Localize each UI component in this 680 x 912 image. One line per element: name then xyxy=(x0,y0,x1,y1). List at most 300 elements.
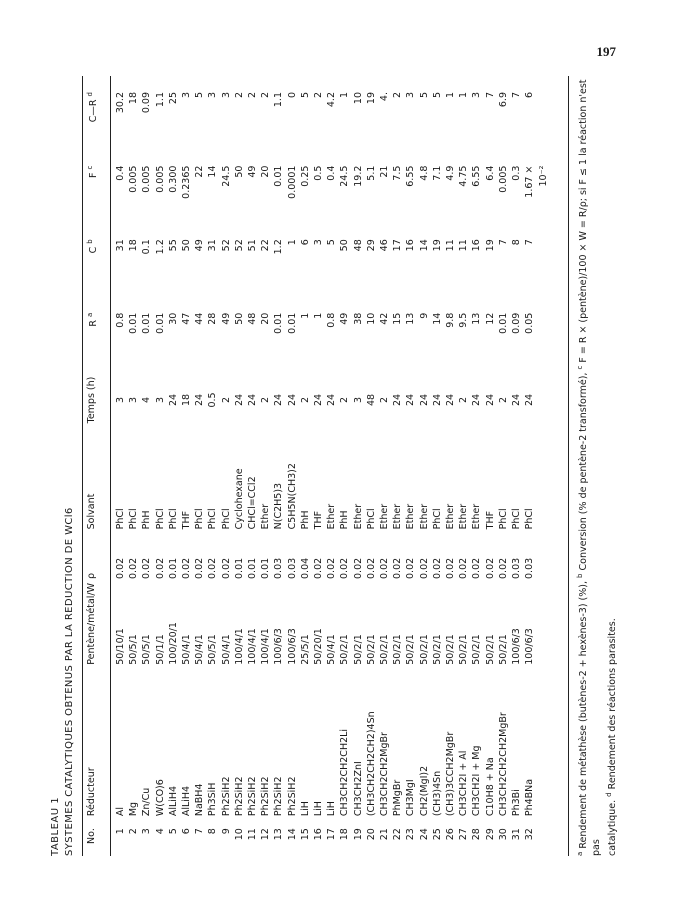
footnote-line-2 xyxy=(603,66,619,856)
cell-r: 50 xyxy=(233,312,245,325)
cell-r: 9.5 xyxy=(458,312,470,328)
cell-r: 49 xyxy=(220,312,232,325)
cell-rho: 0.02 xyxy=(405,557,417,579)
cell-ratio: 50/10/1 xyxy=(115,628,126,665)
cell-cr: 1.1 xyxy=(154,92,166,108)
header-c-text: C xyxy=(88,246,100,254)
cell-cr: 0.09 xyxy=(141,92,153,114)
cell-ratio: 50/5/1 xyxy=(141,634,153,665)
header-c xyxy=(86,223,110,296)
cell-solvant: THF xyxy=(313,510,325,530)
header-r xyxy=(86,297,110,371)
cell-cr: 2 xyxy=(247,92,259,99)
cell-rho: 0.02 xyxy=(326,557,338,579)
empty-cell xyxy=(537,430,550,532)
cell-reducteur: CH3CH2I + Mg xyxy=(471,745,483,817)
cell-cr: 5 xyxy=(194,92,206,99)
cell-no: 7 xyxy=(194,828,206,835)
cell-solvant: C5H5N(CH3)2 xyxy=(286,463,298,530)
cell-c: 18 xyxy=(128,239,140,252)
table-row xyxy=(457,76,470,856)
cell-no: 32 xyxy=(524,828,536,841)
cell-reducteur: C10H8 + Na xyxy=(484,757,496,817)
header-solvant: Solvant xyxy=(86,493,97,530)
cell-solvant: Ether xyxy=(352,503,364,530)
table-row xyxy=(246,76,259,856)
cell-temps: 24 xyxy=(445,393,457,407)
cell-cr: 2 xyxy=(313,92,325,99)
cell-reducteur: PhMgBr xyxy=(392,779,404,817)
cell-reducteur: Ph3Bi xyxy=(511,789,523,817)
cell-f: 0.01 xyxy=(273,165,285,187)
empty-cell xyxy=(537,76,550,150)
cell-no: 19 xyxy=(352,828,364,841)
cell-ratio: 50/2/1 xyxy=(484,634,496,665)
cell-f: 6.4 xyxy=(484,165,496,181)
cell-reducteur: NaBH4 xyxy=(194,783,206,817)
table-row xyxy=(206,76,219,856)
cell-f: 19.2 xyxy=(352,165,364,187)
cell-solvant: Ether xyxy=(445,503,457,530)
cell-rho: 0.02 xyxy=(484,557,496,579)
cell-c: 1.2 xyxy=(154,239,166,255)
cell-no: 14 xyxy=(286,828,298,841)
cell-reducteur: CH3CH2CH2CH2Li xyxy=(339,728,351,817)
cell-solvant: Ether xyxy=(260,503,272,530)
empty-cell xyxy=(537,223,550,296)
cell-reducteur: Ph2SiH2 xyxy=(286,776,298,817)
cell-r: 1 xyxy=(313,312,325,319)
cell-no: 16 xyxy=(313,828,325,841)
cell-solvant: PhCl xyxy=(194,508,206,530)
cell-ratio: 50/2/1 xyxy=(445,634,457,665)
table-row xyxy=(127,76,140,856)
cell-no: 28 xyxy=(471,828,483,841)
cell-cr: 6 xyxy=(524,92,536,99)
cell-f: 24.5 xyxy=(220,165,232,187)
cell-reducteur: CH3MgI xyxy=(405,779,417,817)
cell-cr: 0 xyxy=(286,92,298,99)
cell-solvant: PhCl xyxy=(511,508,523,530)
cell-f-exponent: 10⁻² xyxy=(537,165,549,187)
cell-c: 52 xyxy=(220,239,232,252)
cell-temps: 3 xyxy=(115,396,126,404)
cell-r: 28 xyxy=(207,312,219,325)
cell-solvant: PhH xyxy=(141,510,153,530)
cell-reducteur: Ph4BNa xyxy=(524,778,536,817)
cell-f: 0.005 xyxy=(497,165,509,193)
cell-c: 3 xyxy=(313,239,325,246)
cell-temps: 4 xyxy=(141,396,153,404)
cell-temps: 24 xyxy=(313,393,325,407)
header-cr-text: C—R xyxy=(88,99,100,123)
cell-temps: 24 xyxy=(233,393,245,407)
cell-reducteur: Ph3SiH xyxy=(207,782,219,817)
table-row xyxy=(404,76,417,856)
cell-reducteur: CH2(MgI)2 xyxy=(418,765,430,817)
top-rule xyxy=(82,76,83,856)
cell-c: 5 xyxy=(326,239,338,246)
cell-reducteur: W(CO)6 xyxy=(154,779,166,817)
cell-rho: 0.02 xyxy=(445,557,457,579)
cell-ratio: 100/6/3 xyxy=(524,628,536,665)
cell-reducteur: CH3CH2CH2CH2MgBr xyxy=(497,712,509,817)
cell-solvant: Ether xyxy=(458,503,470,530)
cell-temps: 24 xyxy=(484,393,496,407)
cell-ratio: 50/4/1 xyxy=(326,634,338,665)
header-no: No. xyxy=(86,828,97,844)
footnote-a-text: Rendement de métathèse (butènes-2 + hexènes-3) (%), xyxy=(578,580,590,849)
cell-ratio: 50/2/1 xyxy=(431,634,443,665)
table-row xyxy=(338,76,351,856)
table-row xyxy=(299,76,312,856)
cell-no: 25 xyxy=(431,828,443,841)
cell-f: 7.5 xyxy=(392,165,404,181)
table-body xyxy=(110,76,550,856)
cell-cr: 1.1 xyxy=(273,92,285,108)
cell-solvant: PhCl xyxy=(154,508,166,530)
cell-c: 6 xyxy=(299,239,311,246)
cell-ratio: 50/2/1 xyxy=(379,634,391,665)
table-row xyxy=(272,76,285,856)
cell-rho: 0.02 xyxy=(379,557,391,579)
cell-ratio: 100/4/1 xyxy=(233,628,245,665)
cell-temps: 24 xyxy=(326,393,338,407)
table-row xyxy=(444,76,457,856)
table-row xyxy=(352,76,365,856)
table-row xyxy=(154,76,167,856)
cell-c: 52 xyxy=(233,239,245,252)
cell-c: 46 xyxy=(379,239,391,252)
cell-no: 3 xyxy=(141,828,153,835)
cell-f: 1.67 × xyxy=(524,165,536,198)
cell-no: 24 xyxy=(418,828,430,841)
cell-cr: 5 xyxy=(299,92,311,99)
cell-r: 0.01 xyxy=(273,312,285,334)
cell-rho: 0.02 xyxy=(471,557,483,579)
cell-r: 12 xyxy=(484,312,496,325)
cell-no: 4 xyxy=(154,828,166,835)
cell-rho: 0.01 xyxy=(247,557,259,579)
cell-r: 0.09 xyxy=(511,312,523,334)
cell-solvant: PhH xyxy=(299,510,311,530)
cell-solvant: PhCl xyxy=(497,508,509,530)
cell-c: 8 xyxy=(511,239,523,246)
cell-cr: 30.2 xyxy=(115,92,126,114)
cell-solvant: Cyclohexane xyxy=(233,468,245,530)
cell-reducteur: CH3CH2I + Al xyxy=(458,750,470,817)
table-row xyxy=(233,76,246,856)
cell-ratio: 50/2/1 xyxy=(405,634,417,665)
cell-solvant: Ether xyxy=(405,503,417,530)
cell-reducteur: LiH xyxy=(313,801,325,817)
cell-rho: 0.02 xyxy=(115,557,126,579)
cell-solvant: Ether xyxy=(326,503,338,530)
cell-temps: 24 xyxy=(167,393,179,407)
cell-f: 22 xyxy=(194,165,206,178)
cell-reducteur: AlLiH4 xyxy=(181,785,193,817)
empty-cell xyxy=(537,297,550,371)
cell-temps: 24 xyxy=(392,393,404,407)
cell-f: 0.0001 xyxy=(286,165,298,199)
cell-ratio: 100/6/3 xyxy=(273,628,285,665)
cell-cr: 5 xyxy=(431,92,443,99)
cell-ratio: 100/20/1 xyxy=(167,622,179,665)
cell-ratio: 50/2/1 xyxy=(418,634,430,665)
cell-solvant: THF xyxy=(181,510,193,530)
cell-cr: 4. xyxy=(379,92,391,102)
cell-c: 1 xyxy=(286,239,298,246)
cell-ratio: 100/4/1 xyxy=(247,628,259,665)
cell-r: 47 xyxy=(181,312,193,325)
footnote-d-text: Rendement des réactions parasites. xyxy=(607,618,619,790)
cell-temps: 2 xyxy=(299,396,311,404)
table-row xyxy=(510,76,523,856)
cell-no: 1 xyxy=(115,828,126,835)
cell-temps: 24 xyxy=(524,393,536,407)
cell-temps: 24 xyxy=(247,393,259,407)
cell-cr: 3 xyxy=(181,92,193,99)
cell-f: 5.1 xyxy=(365,165,377,181)
cell-solvant: PhCl xyxy=(431,508,443,530)
cell-temps: 2 xyxy=(220,396,232,404)
cell-r: 0.01 xyxy=(497,312,509,334)
table-row xyxy=(497,76,510,856)
empty-cell xyxy=(537,667,550,818)
cell-rho: 0.02 xyxy=(392,557,404,579)
cell-no: 31 xyxy=(511,828,523,841)
footnote-b-text: Conversion (% de pentène-2 transformé), xyxy=(578,372,590,571)
cell-temps: 3 xyxy=(352,396,364,404)
cell-cr: 6.9 xyxy=(497,92,509,108)
footnote-b-marker: b xyxy=(576,573,584,578)
table-row xyxy=(286,76,299,856)
cell-f: 0.300 xyxy=(167,165,179,193)
cell-cr: 3 xyxy=(405,92,417,99)
cell-reducteur: CH3CH2ZnI xyxy=(352,761,364,817)
cell-rho: 0.02 xyxy=(154,557,166,579)
cell-ratio: 50/2/1 xyxy=(471,634,483,665)
cell-temps: 3 xyxy=(128,396,140,404)
table-row xyxy=(378,76,391,856)
cell-no: 5 xyxy=(167,828,179,835)
header-cr-sup: d xyxy=(86,92,94,97)
cell-temps: 2 xyxy=(379,396,391,404)
cell-ratio: 50/2/1 xyxy=(458,634,470,665)
header-f xyxy=(86,150,110,224)
cell-solvant: Ether xyxy=(471,503,483,530)
cell-ratio: 100/6/3 xyxy=(511,628,523,665)
cell-c: 49 xyxy=(194,239,206,252)
cell-rho: 0.02 xyxy=(497,557,509,579)
cell-solvant: N(C2H5)3 xyxy=(273,482,285,530)
cell-c: 0.1 xyxy=(141,239,153,255)
cell-c: 11 xyxy=(458,239,470,252)
cell-ratio: 25/5/1 xyxy=(299,634,311,665)
header-f-sup: c xyxy=(86,165,94,170)
cell-f: 24.5 xyxy=(339,165,351,187)
cell-f: 0.3 xyxy=(511,165,523,181)
cell-reducteur: Zn/Cu xyxy=(141,787,153,817)
cell-f: 0.005 xyxy=(141,165,153,193)
cell-r: 9.8 xyxy=(445,312,457,328)
cell-f: 6.55 xyxy=(471,165,483,187)
cell-r: 15 xyxy=(392,312,404,325)
cell-c: 55 xyxy=(167,239,179,252)
cell-f: 4.75 xyxy=(458,165,470,187)
table-row xyxy=(140,76,153,856)
cell-temps: 24 xyxy=(405,393,417,407)
cell-solvant: PhCl xyxy=(524,508,536,530)
cell-cr: 4.2 xyxy=(326,92,338,108)
cell-no: 15 xyxy=(299,828,311,841)
cell-r: 0.01 xyxy=(141,312,153,334)
cell-r: 20 xyxy=(260,312,272,325)
cell-cr: 2 xyxy=(233,92,245,99)
cell-r: 0.01 xyxy=(128,312,140,334)
table-header-row xyxy=(86,76,110,856)
cell-no: 9 xyxy=(220,828,232,835)
cell-ratio: 50/2/1 xyxy=(365,634,377,665)
cell-cr: 1 xyxy=(445,92,457,99)
header-temps: Temps (h) xyxy=(86,376,97,424)
cell-c: 48 xyxy=(352,239,364,252)
cell-reducteur: LiH xyxy=(326,801,338,817)
cell-c: 17 xyxy=(392,239,404,252)
cell-no: 2 xyxy=(128,828,140,835)
cell-solvant: CHCl=CCl2 xyxy=(247,476,259,530)
cell-rho: 0.02 xyxy=(418,557,430,579)
cell-reducteur: (CH3CH2CH2CH2)4Sn xyxy=(365,711,377,817)
cell-temps: 3 xyxy=(154,396,166,404)
cell-no: 22 xyxy=(392,828,404,841)
cell-cr: 1 xyxy=(458,92,470,99)
cell-temps: 2 xyxy=(260,396,272,404)
cell-rho: 0.02 xyxy=(458,557,470,579)
cell-solvant: PhCl xyxy=(115,508,126,530)
page-number: 197 xyxy=(596,44,616,59)
cell-reducteur: Ph2SiH2 xyxy=(247,776,259,817)
cell-cr: 25 xyxy=(167,92,179,105)
cell-f: 0.4 xyxy=(326,165,338,181)
cell-c: 50 xyxy=(339,239,351,252)
table-row xyxy=(418,76,431,856)
cell-c: 19 xyxy=(484,239,496,252)
cell-c: 14 xyxy=(418,239,430,252)
cell-no: 10 xyxy=(233,828,245,841)
cell-ratio: 50/4/1 xyxy=(194,634,206,665)
footnote-c-continuation: catalytique. xyxy=(607,799,619,856)
cell-solvant: Ether xyxy=(418,503,430,530)
cell-cr: 5 xyxy=(418,92,430,99)
cell-rho: 0.02 xyxy=(181,557,193,579)
catalyst-table xyxy=(86,76,550,856)
cell-no: 23 xyxy=(405,828,417,841)
header-ratio: Pentène/métal/W xyxy=(86,582,97,665)
cell-c: 7 xyxy=(497,239,509,246)
cell-rho: 0.03 xyxy=(524,557,536,579)
cell-reducteur: LiH xyxy=(299,801,311,817)
table-row xyxy=(180,76,193,856)
cell-r: 14 xyxy=(431,312,443,325)
cell-rho: 0.01 xyxy=(260,557,272,579)
cell-r: 13 xyxy=(471,312,483,325)
cell-ratio: 50/2/1 xyxy=(352,634,364,665)
header-reducteur: Réducteur xyxy=(86,767,97,817)
header-r-sup: a xyxy=(86,312,94,317)
cell-rho: 0.02 xyxy=(352,557,364,579)
cell-c: 50 xyxy=(181,239,193,252)
cell-no: 11 xyxy=(247,828,259,841)
header-rho: ρ xyxy=(86,572,97,579)
cell-f: 0.4 xyxy=(115,165,126,181)
cell-no: 27 xyxy=(458,828,470,841)
footnote-d-marker: d xyxy=(605,792,614,797)
cell-c: 51 xyxy=(247,239,259,252)
footnotes xyxy=(574,66,619,856)
cell-cr: 1 xyxy=(339,92,351,99)
cell-rho: 0.02 xyxy=(339,557,351,579)
cell-cr: 3 xyxy=(207,92,219,99)
cell-c: 16 xyxy=(471,239,483,252)
cell-f: 14 xyxy=(207,165,219,178)
cell-rho: 0.02 xyxy=(313,557,325,579)
cell-solvant: PhCl xyxy=(220,508,232,530)
cell-c: 22 xyxy=(260,239,272,252)
cell-cr: 7 xyxy=(511,92,523,99)
table-row xyxy=(259,76,272,856)
cell-reducteur: Al xyxy=(115,807,126,817)
cell-c: 29 xyxy=(365,239,377,252)
cell-ratio: 50/4/1 xyxy=(181,634,193,665)
cell-f: 4.8 xyxy=(418,165,430,181)
cell-reducteur: CH3CH2CH2MgBr xyxy=(379,732,391,817)
cell-rho: 0.03 xyxy=(511,557,523,579)
cell-f: 50 xyxy=(233,165,245,178)
table-row xyxy=(110,76,127,856)
empty-cell xyxy=(537,581,550,667)
cell-cr: 3 xyxy=(471,92,483,99)
table-row-continuation xyxy=(537,76,550,856)
cell-cr: 7 xyxy=(484,92,496,99)
cell-cr: 18 xyxy=(128,92,140,105)
cell-ratio: 50/1/1 xyxy=(154,634,166,665)
cell-r: 0.05 xyxy=(524,312,536,334)
cell-temps: 2 xyxy=(339,396,351,404)
cell-f: 0.5 xyxy=(313,165,325,181)
empty-cell xyxy=(537,370,550,430)
footnote-a-marker: a xyxy=(576,851,584,856)
cell-f: 0.25 xyxy=(299,165,311,187)
cell-reducteur: AlLiH4 xyxy=(167,785,179,817)
cell-no: 13 xyxy=(273,828,285,841)
cell-r: 0.01 xyxy=(286,312,298,334)
cell-solvant: PhH xyxy=(339,510,351,530)
table-row xyxy=(193,76,206,856)
cell-ratio: 100/4/1 xyxy=(260,628,272,665)
cell-rho: 0.02 xyxy=(431,557,443,579)
empty-cell xyxy=(537,531,550,581)
cell-c: 7 xyxy=(524,239,536,246)
cell-r: 42 xyxy=(379,312,391,325)
cell-r: 44 xyxy=(194,312,206,325)
cell-no: 21 xyxy=(379,828,391,841)
cell-solvant: Ether xyxy=(379,503,391,530)
cell-rho: 0.02 xyxy=(220,557,232,579)
cell-temps: 24 xyxy=(431,393,443,407)
cell-temps: 18 xyxy=(181,393,193,407)
footnote-c-text: F = R × (pentène)/100 × W = R/ρ; si F ≤ 1 la réaction n'est pas xyxy=(578,79,603,856)
